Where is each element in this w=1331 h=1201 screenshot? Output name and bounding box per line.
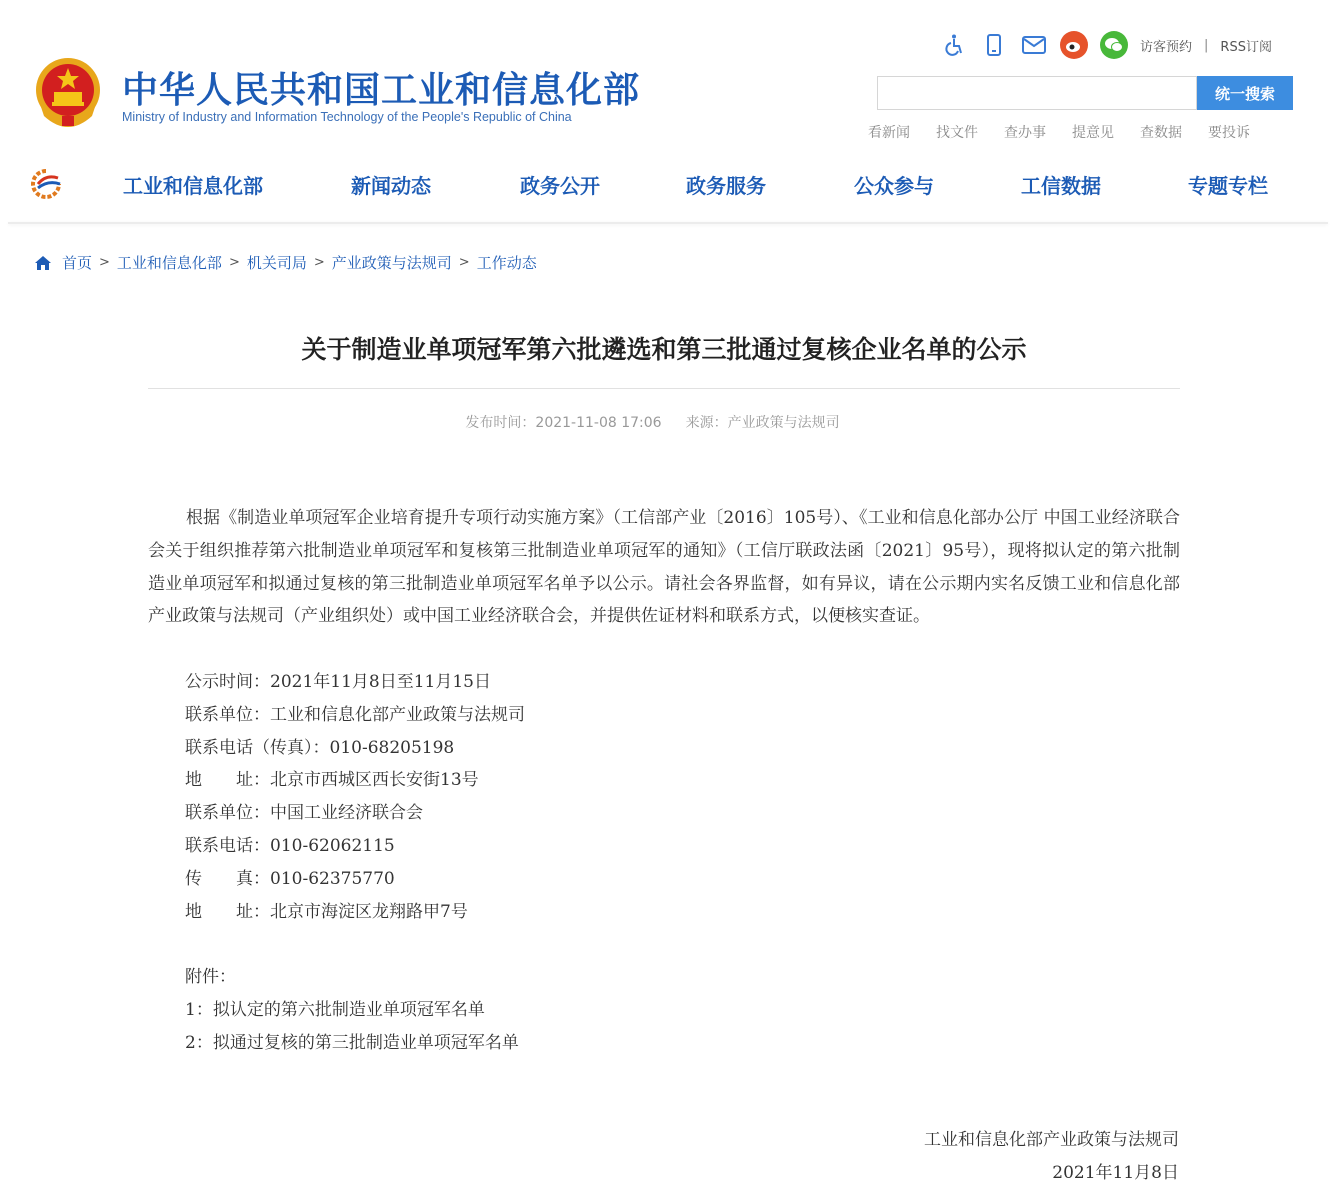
quick-link-complaint[interactable]: 要投诉 [1208, 125, 1250, 141]
breadcrumb-separator: > [228, 255, 240, 270]
mail-icon[interactable] [1020, 31, 1048, 59]
breadcrumb-ministry[interactable]: 工业和信息化部 [116, 254, 222, 272]
nav-special-topics[interactable]: 专题专栏 [1188, 174, 1268, 198]
publish-time: 发布时间：2021-11-08 17:06 [465, 415, 662, 431]
breadcrumb-departments[interactable]: 机关司局 [246, 254, 307, 272]
quick-link-feedback[interactable]: 提意见 [1072, 125, 1114, 141]
wechat-icon[interactable] [1100, 31, 1128, 59]
nav-public-participation[interactable]: 公众参与 [854, 174, 934, 198]
contact-phone-2: 联系电话：010-62062115 [185, 835, 395, 856]
breadcrumb-separator: > [458, 255, 470, 270]
weibo-icon[interactable] [1060, 31, 1088, 59]
article-source: 来源：产业政策与法规司 [685, 415, 840, 431]
attachment-link-1[interactable]: 1：拟认定的第六批制造业单项冠军名单 [185, 999, 485, 1020]
quick-link-services[interactable]: 查办事 [1004, 125, 1046, 141]
nav-divider [8, 222, 1328, 224]
search-input[interactable] [877, 76, 1197, 110]
contact-info [185, 666, 1085, 928]
attachment-link-2[interactable]: 2：拟通过复核的第三批制造业单项冠军名单 [185, 1032, 519, 1053]
breadcrumb-policy-dept[interactable]: 产业政策与法规司 [331, 254, 452, 272]
breadcrumb-work-updates[interactable]: 工作动态 [476, 254, 537, 272]
breadcrumb-separator: > [99, 255, 110, 270]
quick-link-news[interactable]: 看新闻 [868, 125, 910, 141]
mobile-icon[interactable] [980, 31, 1008, 59]
signoff-date: 2021年11月8日 [1052, 1163, 1179, 1183]
visitor-appointment-link[interactable]: 访客预约 [1140, 39, 1193, 55]
quick-link-files[interactable]: 找文件 [936, 125, 978, 141]
quick-link-data[interactable]: 查数据 [1140, 125, 1182, 141]
national-emblem-logo[interactable] [32, 56, 104, 132]
unified-search-button[interactable]: 统一搜索 [1197, 76, 1293, 110]
attachments [185, 961, 519, 1059]
main-nav [0, 170, 1331, 200]
rss-subscribe-link[interactable]: RSS订阅 [1220, 39, 1272, 55]
article-body-paragraph: 根据《制造业单项冠军企业培育提升专项行动实施方案》（工信部产业〔2016〕105号）、《工业和信息化部办公厅 中国工业经济联合会关于组织推荐第六批制造业单项冠军和复核第三批制造业单项冠军的通知》（工信厅联政法函〔2021〕95号），现将拟认定的第六批制造业单项冠军和拟通过复核的第三批制造业单项冠军名单予以公示。请社会各界监督，如有异议，请在公示期内实名反馈工业和信息化部产业政策与法规司（产业组织处）或中国工业经济联合会，并提供佐证材料和联系方式，以便核实查证。 [148, 508, 1180, 627]
signoff [924, 1124, 1179, 1190]
breadcrumb-separator: > [313, 255, 325, 270]
publicity-period: 公示时间：2021年11月8日至11月15日 [185, 672, 491, 692]
top-utility-bar [940, 30, 1272, 60]
breadcrumb-home[interactable]: 首页 [62, 254, 93, 272]
contact-unit-2: 联系单位：中国工业经济联合会 [185, 803, 423, 824]
quick-links [868, 122, 1276, 142]
contact-address-2: 地 址：北京市海淀区龙翔路甲7号 [185, 901, 468, 922]
site-title[interactable]: 中华人民共和国工业和信息化部 [122, 70, 641, 111]
contact-address-1: 地 址：北京市西城区西长安街13号 [185, 770, 479, 791]
site-subtitle-english: Ministry of Industry and Information Technology of the People's Republic of China [122, 110, 572, 124]
accessibility-icon[interactable] [940, 31, 968, 59]
article-title: 关于制造业单项冠军第六批遴选和第三批通过复核企业名单的公示 [301, 335, 1027, 364]
nav-gov-services[interactable]: 政务服务 [686, 174, 766, 198]
contact-fax-2: 传 真：010-62375770 [185, 868, 395, 889]
signoff-organization: 工业和信息化部产业政策与法规司 [924, 1130, 1179, 1150]
nav-miit-data[interactable]: 工信数据 [1021, 174, 1101, 198]
nav-news[interactable]: 新闻动态 [351, 174, 431, 198]
contact-unit-1: 联系单位：工业和信息化部产业政策与法规司 [185, 704, 525, 725]
home-icon[interactable] [34, 255, 52, 271]
nav-ministry[interactable]: 工业和信息化部 [123, 174, 263, 198]
article-meta [150, 412, 1155, 432]
contact-phone-fax-1: 联系电话（传真）：010-68205198 [185, 737, 455, 758]
breadcrumb [34, 252, 537, 273]
nav-gov-affairs-open[interactable]: 政务公开 [520, 174, 600, 198]
attachments-label: 附件： [185, 967, 236, 987]
title-divider [148, 388, 1180, 389]
top-separator: | [1204, 37, 1209, 53]
